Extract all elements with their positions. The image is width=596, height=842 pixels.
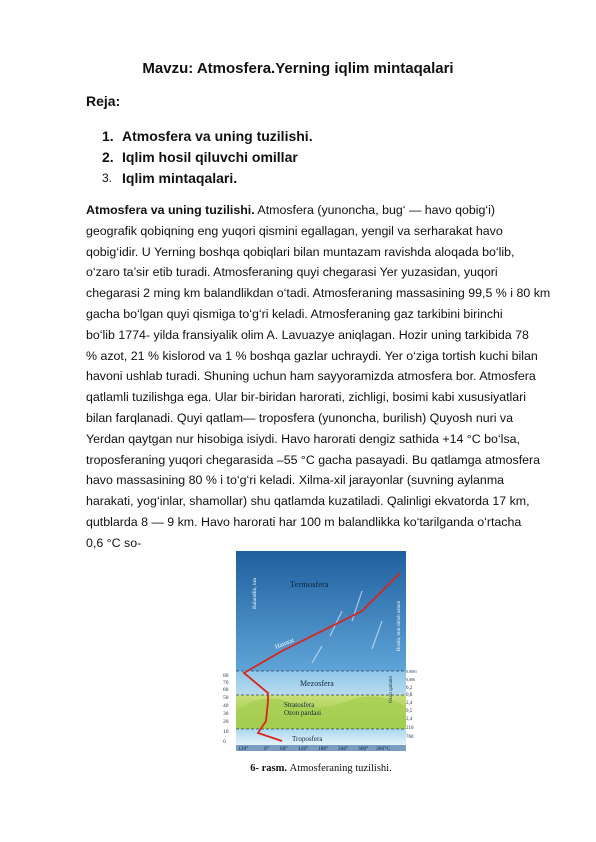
figure-caption <box>222 763 420 774</box>
y-tick: 70 <box>223 680 229 686</box>
x-tick: 60° <box>280 746 288 751</box>
x-tick: 240° <box>338 746 349 751</box>
y-tick: 500 <box>223 579 232 585</box>
paragraph-line: Yerdan qaytgan nur hisobiga isiydi. Havo harorati dengiz sathida +14 °C bo‘lsa, <box>86 431 520 446</box>
paragraph-line: o‘zaro ta’sir etib turadi. Atmosferaning quyi chegarasi Yer yuzasidan, yuqori <box>86 265 498 280</box>
y-tick: 30 <box>223 711 229 717</box>
plan-item-text: Iqlim hosil qiluvchi omillar <box>122 149 298 165</box>
y-tick: 800 <box>223 553 232 559</box>
pressure-tick: 0,8 <box>406 693 413 698</box>
plan-item-number: 1. <box>102 128 114 144</box>
thermosphere-band <box>236 551 406 671</box>
plan-item <box>102 126 313 147</box>
temperature-curve-label: Harorat <box>274 636 296 651</box>
y-tick: 40 <box>223 703 229 709</box>
y-tick: 190 <box>223 626 232 632</box>
paragraph-line: gacha bo‘lgan quyi qismiga to‘g‘ri keladi. Atmosferaning gaz tarkibini birinchi <box>86 306 503 321</box>
y-tick: 80 <box>223 673 229 679</box>
x-tick: 0° <box>264 746 269 751</box>
pressure-tick: 0,006 <box>406 677 415 682</box>
pressure-tick: 9,5 <box>406 709 413 714</box>
ozone-layer-label: Ozon pardasi <box>284 709 322 717</box>
paragraph-line: % azot, 21 % kislorod va 1 % boshqa gazlar uchraydi. Yer o‘ziga tortish kuchi bilan <box>86 348 538 363</box>
paragraph-line: qobig‘idir. U Yerning boshqa qobiqlari bilan muntazam ravishda aloqada bo‘lib, <box>86 244 515 259</box>
pressure-tick: 0,0001 <box>406 669 417 674</box>
pressure-ticks <box>406 669 417 740</box>
y-tick: 20 <box>223 719 229 725</box>
pressure-axis-label: Bosim, mm simob ustuni <box>397 600 402 651</box>
troposphere-label: Troposfera <box>292 735 323 743</box>
y-tick: 200 <box>223 618 232 624</box>
paragraph-line: qatlamli tuzilishga ega. Ular bir-biridan harorati, zichligi, bosimi kabi xususiyatlari <box>86 390 527 405</box>
x-tick: 360°C <box>376 746 391 751</box>
paragraph-line: bo‘lib 1774- yilda fransiyalik olim A. Lavuazye aniqlagan. Hozir uning tarkibida 78 <box>86 327 529 342</box>
section-heading: Atmosfera va uning tuzilishi. <box>86 203 255 217</box>
x-tick: 120° <box>238 746 249 751</box>
paragraph-line: 0,6 °C so- <box>86 535 142 550</box>
paragraph-line: bilan farqlanadi. Quyi qatlam— troposfera (yunoncha, burilish) Quyosh nuri va <box>86 410 514 425</box>
plan-heading: Reja: <box>86 93 121 109</box>
paragraph-line <box>86 200 514 221</box>
y-tick: 160 <box>223 634 232 640</box>
y-tick: 600 <box>223 570 232 576</box>
y-tick: 10 <box>223 729 229 735</box>
plan-item-text: Iqlim mintaqalari. <box>122 170 238 186</box>
y-axis-ticks <box>223 553 232 745</box>
pressure-tick: 0,2 <box>406 686 413 691</box>
y-tick: 0 <box>223 739 226 745</box>
paragraph-line: troposferaning yuqori chegarasida –55 °C gacha pasayadi. Bu qatlamga atmosfera <box>86 452 541 467</box>
plan-list <box>102 126 313 189</box>
y-axis-label: Balandlik, km <box>252 577 258 609</box>
mesosphere-label: Mezosfera <box>300 679 334 688</box>
y-tick: 60 <box>223 687 229 693</box>
x-tick: 300° <box>358 746 369 751</box>
paragraph-line: havoni ushlab turadi. Shuning uchun ham sayyoramizda atmosfera bor. Atmosfera <box>86 369 536 384</box>
pressure-tick: 210 <box>406 726 414 731</box>
pressure-tick: 2,4 <box>406 701 413 706</box>
pressure-tick: 760 <box>406 735 414 740</box>
y-tick: 90 <box>223 666 229 672</box>
plan-item-number: 3. <box>102 171 113 185</box>
plan-item-number: 2. <box>102 149 114 165</box>
plan-item-text: Atmosfera va uning tuzilishi. <box>122 128 313 144</box>
page-title: Mavzu: Atmosfera.Yerning iqlim mintaqalari <box>142 60 454 77</box>
thermosphere-label: Termosfera <box>290 579 329 589</box>
atmosphere-structure-figure <box>222 551 420 751</box>
y-tick: 400 <box>223 589 232 595</box>
paragraph-line: chegarasi 2 ming km balandlikdan o‘tadi. Atmosferaning massasining 99,5 % i 80 km <box>86 286 551 301</box>
y-tick: 120 <box>223 651 232 657</box>
pressure-tick: 2,4 <box>406 717 413 722</box>
plan-item <box>102 168 313 189</box>
y-tick: 250 <box>223 609 232 615</box>
y-tick: 100 <box>223 659 232 665</box>
paragraph-line-text: Atmosfera (yunoncha, bug‘ — havo qobig‘i) <box>254 203 496 217</box>
plan-item <box>102 147 313 168</box>
y-tick: 140 <box>223 643 232 649</box>
paragraph-line: qutblarda 8 — 9 km. Havo harorati har 100 m balandlikka ko‘tarilganda o‘rtacha <box>86 514 522 529</box>
stratosphere-label: Stratosfera <box>284 701 315 709</box>
figure-caption-number: 6- rasm. <box>250 763 288 774</box>
ozone-side-label: Ozon qatlami <box>389 675 394 703</box>
body-paragraph <box>86 200 551 554</box>
paragraph-line: harakati, yog‘inlar, shamollar) shu qatlamda kuzatiladi. Qalinligi ekvatorda 17 km, <box>86 494 530 509</box>
x-tick: 120° <box>298 746 309 751</box>
figure-caption-text: Atmosferaning tuzilishi. <box>289 763 392 774</box>
y-tick: 50 <box>223 695 229 701</box>
x-tick: 180° <box>318 746 329 751</box>
paragraph-line: havo massasining 80 % i to‘g‘ri keladi. Xilma-xil jarayonlar (suvning aylanma <box>86 473 505 488</box>
y-tick: 300 <box>223 599 232 605</box>
paragraph-line: geografik qobiqning eng yuqori qismini egallagan, yengil va serharakat havo <box>86 223 503 238</box>
y-tick: 700 <box>223 561 232 567</box>
